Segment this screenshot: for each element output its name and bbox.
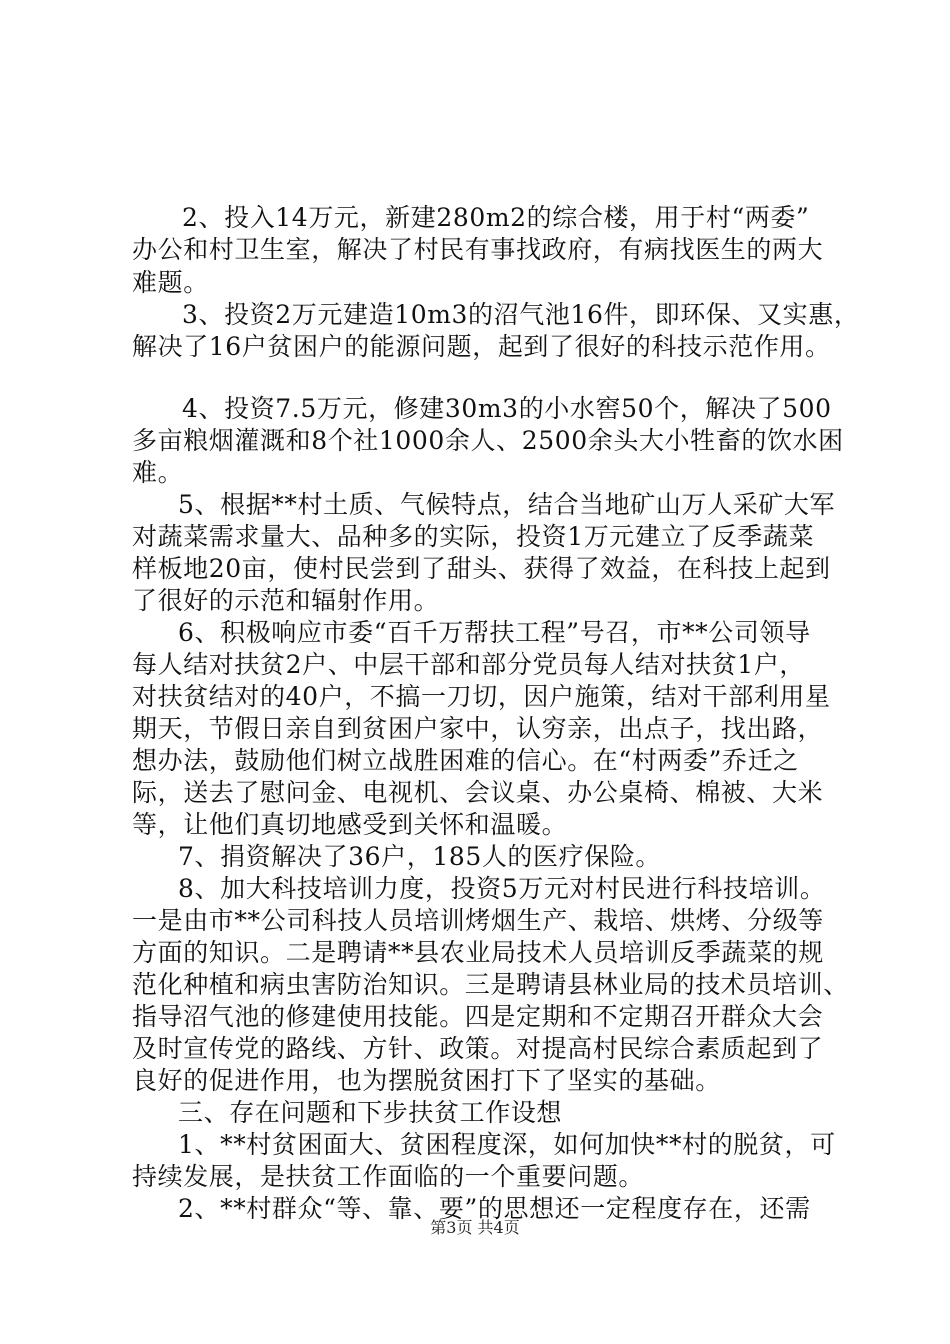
- text-line: 办公和村卫生室，解决了村民有事找政府，有病找医生的两大: [132, 235, 824, 264]
- text-line: 了很好的示范和辐射作用。: [132, 586, 440, 615]
- text-line: 2、投入14万元，新建280m2的综合楼，用于村“两委”: [182, 203, 810, 232]
- text-line: 解决了16户贫困户的能源问题，起到了很好的科技示范作用。: [132, 332, 831, 361]
- text-line: 5、根据**村土质、气候特点，结合当地矿山万人采矿大军: [178, 490, 836, 519]
- text-line: 7、捐资解决了36户，185人的医疗保险。: [178, 842, 662, 871]
- page-number-footer: 第3页 共4页: [430, 1218, 520, 1237]
- text-line: 范化种植和病虫害防治知识。三是聘请县林业局的技术员培训、: [132, 970, 849, 999]
- text-line: 3、投资2万元建造10m3的沼气池16件，即环保、又实惠，: [182, 300, 860, 329]
- text-line: 良好的促进作用，也为摆脱贫困打下了坚实的基础。: [132, 1066, 721, 1095]
- text-line: 对蔬菜需求量大、品种多的实际，投资1万元建立了反季蔬菜: [132, 522, 815, 551]
- section-heading: 三、存在问题和下步扶贫工作设想: [178, 1098, 563, 1127]
- text-line: 持续发展，是扶贫工作面临的一个重要问题。: [132, 1162, 645, 1191]
- text-line: 8、加大科技培训力度，投资5万元对村民进行科技培训。: [178, 874, 826, 903]
- text-line: 难。: [132, 458, 184, 487]
- text-line: 方面的知识。二是聘请**县农业局技术人员培训反季蔬菜的规: [132, 938, 824, 967]
- text-line: 1、**村贫困面大、贫困程度深，如何加快**村的脱贫，可: [178, 1130, 836, 1159]
- text-line: 想办法，鼓励他们树立战胜困难的信心。在“村两委”乔迁之: [132, 746, 799, 775]
- text-line: 一是由市**公司科技人员培训烤烟生产、栽培、烘烤、分级等: [132, 906, 824, 935]
- text-line: 2、**村群众“等、靠、要”的思想还一定程度存在，还需: [178, 1194, 811, 1223]
- text-line: 4、投资7.5万元，修建30m3的小水窖50个，解决了500: [182, 394, 832, 423]
- text-line: 指导沼气池的修建使用技能。四是定期和不定期召开群众大会: [132, 1002, 824, 1031]
- text-line: 际，送去了慰问金、电视机、会议桌、办公桌椅、棉被、大米: [132, 778, 824, 807]
- text-line: 多亩粮烟灌溉和8个社1000余人、2500余头大小牲畜的饮水困: [132, 426, 844, 455]
- text-line: 期天，节假日亲自到贫困户家中，认穷亲，出点子，找出路，: [132, 714, 824, 743]
- text-line: 样板地20亩，使村民尝到了甜头、获得了效益，在科技上起到: [132, 554, 831, 583]
- text-line: 对扶贫结对的40户，不搞一刀切，因户施策，结对干部利用星: [132, 682, 831, 711]
- text-line: 6、积极响应市委“百千万帮扶工程”号召，市**公司领导: [178, 618, 811, 647]
- text-line: 每人结对扶贫2户、中层干部和部分党员每人结对扶贫1户，: [132, 650, 806, 679]
- text-line: 等，让他们真切地感受到关怀和温暖。: [132, 810, 568, 839]
- text-line: 难题。: [132, 268, 209, 297]
- text-line: 及时宣传党的路线、方针、政策。对提高村民综合素质起到了: [132, 1034, 824, 1063]
